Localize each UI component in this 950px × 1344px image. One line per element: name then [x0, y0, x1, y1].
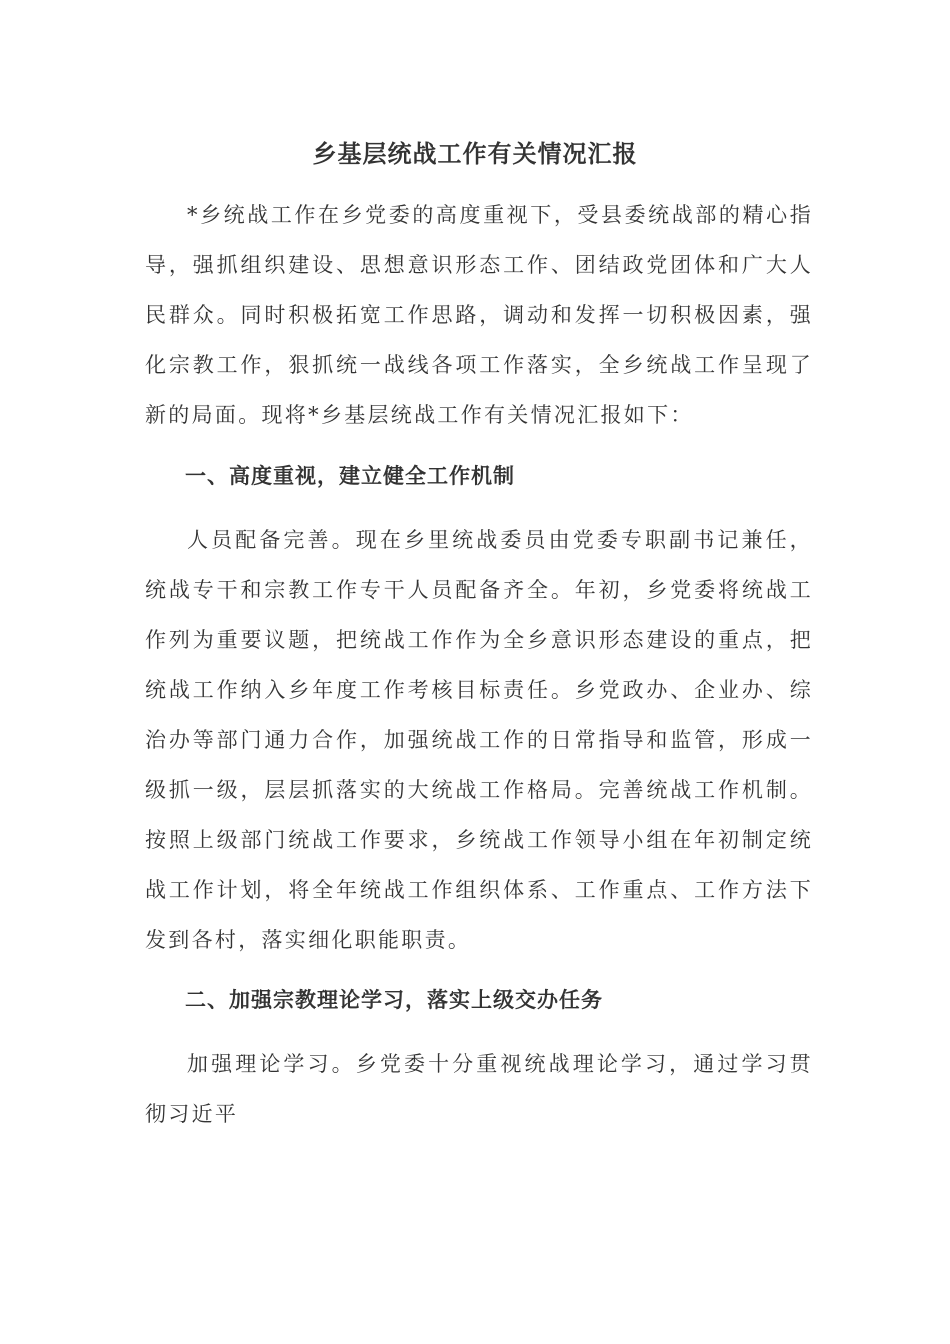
- intro-paragraph: *乡统战工作在乡党委的高度重视下，受县委统战部的精心指导，强抓组织建设、思想意识形态工作、团结政党团体和广大人民群众。同时积极拓宽工作思路，调动和发挥一切积极因素，强化宗教工作，狠抓统一战线各项工作落实，全乡统战工作呈现了新的局面。现将*乡基层统战工作有关情况汇报如下：: [145, 203, 813, 427]
- section-heading-2: 二、加强宗教理论学习，落实上级交办任务: [185, 987, 603, 1012]
- section-heading-1: 一、高度重视，建立健全工作机制: [185, 463, 515, 488]
- section-body-1: 人员配备完善。现在乡里统战委员由党委专职副书记兼任，统战专干和宗教工作专干人员配备齐全。年初，乡党委将统战工作列为重要议题，把统战工作作为全乡意识形态建设的重点，把统战工作纳入乡年度工作考核目标责任。乡党政办、企业办、综治办等部门通力合作，加强统战工作的日常指导和监管，形成一级抓一级，层层抓落实的大统战工作格局。完善统战工作机制。按照上级部门统战工作要求，乡统战工作领导小组在年初制定统战工作计划，将全年统战工作组织体系、工作重点、工作方法下发到各村，落实细化职能职责。: [145, 528, 813, 952]
- section-body-2: 加强理论学习。乡党委十分重视统战理论学习，通过学习贯彻习近平: [145, 1052, 813, 1126]
- document-title: 乡基层统战工作有关情况汇报: [312, 139, 638, 168]
